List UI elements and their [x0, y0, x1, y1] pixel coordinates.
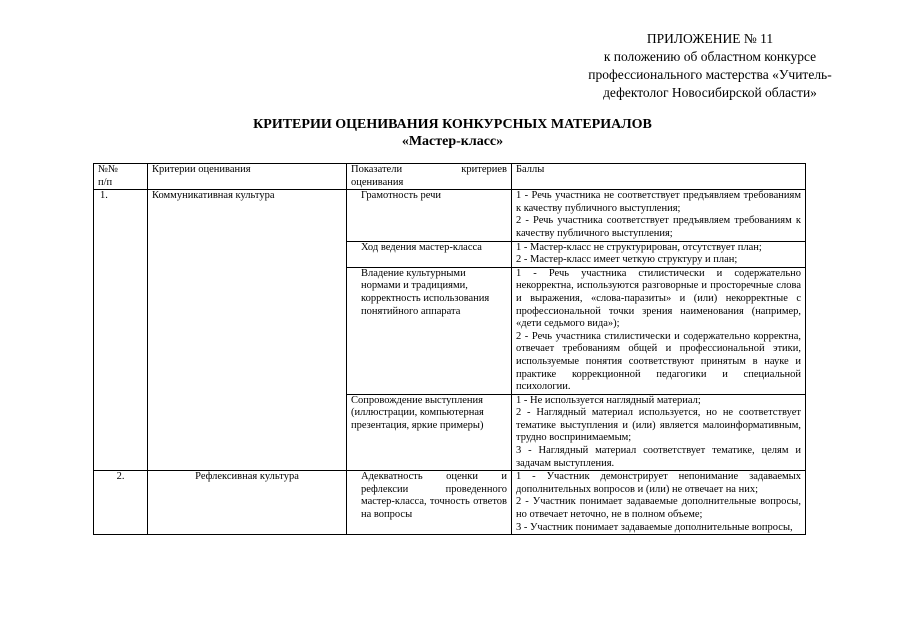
criterion-name: Коммуникативная культура: [148, 190, 347, 471]
indicator-cell: Адекватность оценки и рефлексии проведенного мастер-класса, точность ответов на вопросы: [347, 471, 512, 535]
header-points: Баллы: [512, 164, 806, 190]
header-criteria: Критерии оценивания: [148, 164, 347, 190]
table-header-row: [94, 164, 806, 190]
points-cell: 1 - Речь участника стилистически и содержательно некорректна, используются разговорные и просторечные слова и выражения, «слова-паразиты» и (или) некорректные с профессиональной точки зрения наименования (например, «дети седьмого вида»); 2 - Речь участника стилистически и содержательно корректна, отвечает требованиям общей и профессиональной этики, используемые понятия соответствуют принятым в науке и практике коррекционной педагогики и специальной психологии.: [512, 267, 806, 394]
points-cell: 1 - Не используется наглядный материал; 2 - Наглядный материал используется, но не соответствует тематике выступления и (или) является малоинформативным, трудно воспринимаемым; 3 - Наглядный материал соответствует тематике, целям и задачам выступления.: [512, 394, 806, 471]
appendix-line: профессионального мастерства «Учитель-: [588, 67, 832, 82]
appendix-number: ПРИЛОЖЕНИЕ № 11: [646, 31, 774, 46]
document-title: [0, 116, 905, 150]
indicator-cell: Владение культурными нормами и традициями, корректность использования понятийного аппарата: [347, 267, 512, 394]
criteria-table: [93, 163, 806, 535]
appendix-line: к положению об областном конкурсе: [603, 49, 817, 64]
criterion-name: Рефлексивная культура: [148, 471, 347, 535]
appendix-header: [560, 30, 860, 102]
table-row: [94, 471, 806, 535]
appendix-line: дефектолог Новосибирской области»: [603, 85, 817, 100]
points-cell: 1 - Речь участника не соответствует предъявляем требованиям к качеству публичного выступления; 2 - Речь участника соответствует предъявляем требованиям к качеству публичного выступления;: [512, 190, 806, 241]
indicator-cell: Сопровождение выступления (иллюстрации, компьютерная презентация, яркие примеры): [347, 394, 512, 471]
title-main: КРИТЕРИИ ОЦЕНИВАНИЯ КОНКУРСНЫХ МАТЕРИАЛОВ: [253, 117, 652, 132]
indicator-cell: Ход ведения мастер-класса: [347, 241, 512, 267]
row-number: 2.: [94, 471, 148, 535]
header-indicators: Показатели критериев оценивания: [347, 164, 512, 190]
points-cell: 1 - Участник демонстрирует непонимание задаваемых дополнительных вопросов и (или) не отвечает на них; 2 - Участник понимает задаваемые дополнительные вопросы, но отвечает неточно, не в полном объеме; 3 - Участник понимает задаваемые дополнительные вопросы,: [512, 471, 806, 535]
points-cell: 1 - Мастер-класс не структурирован, отсутствует план; 2 - Мастер-класс имеет четкую структуру и план;: [512, 241, 806, 267]
indicator-cell: Грамотность речи: [347, 190, 512, 241]
title-sub: «Мастер-класс»: [401, 134, 504, 149]
header-num: №№ п/п: [94, 164, 148, 190]
table-row: [94, 190, 806, 241]
row-number: 1.: [94, 190, 148, 471]
